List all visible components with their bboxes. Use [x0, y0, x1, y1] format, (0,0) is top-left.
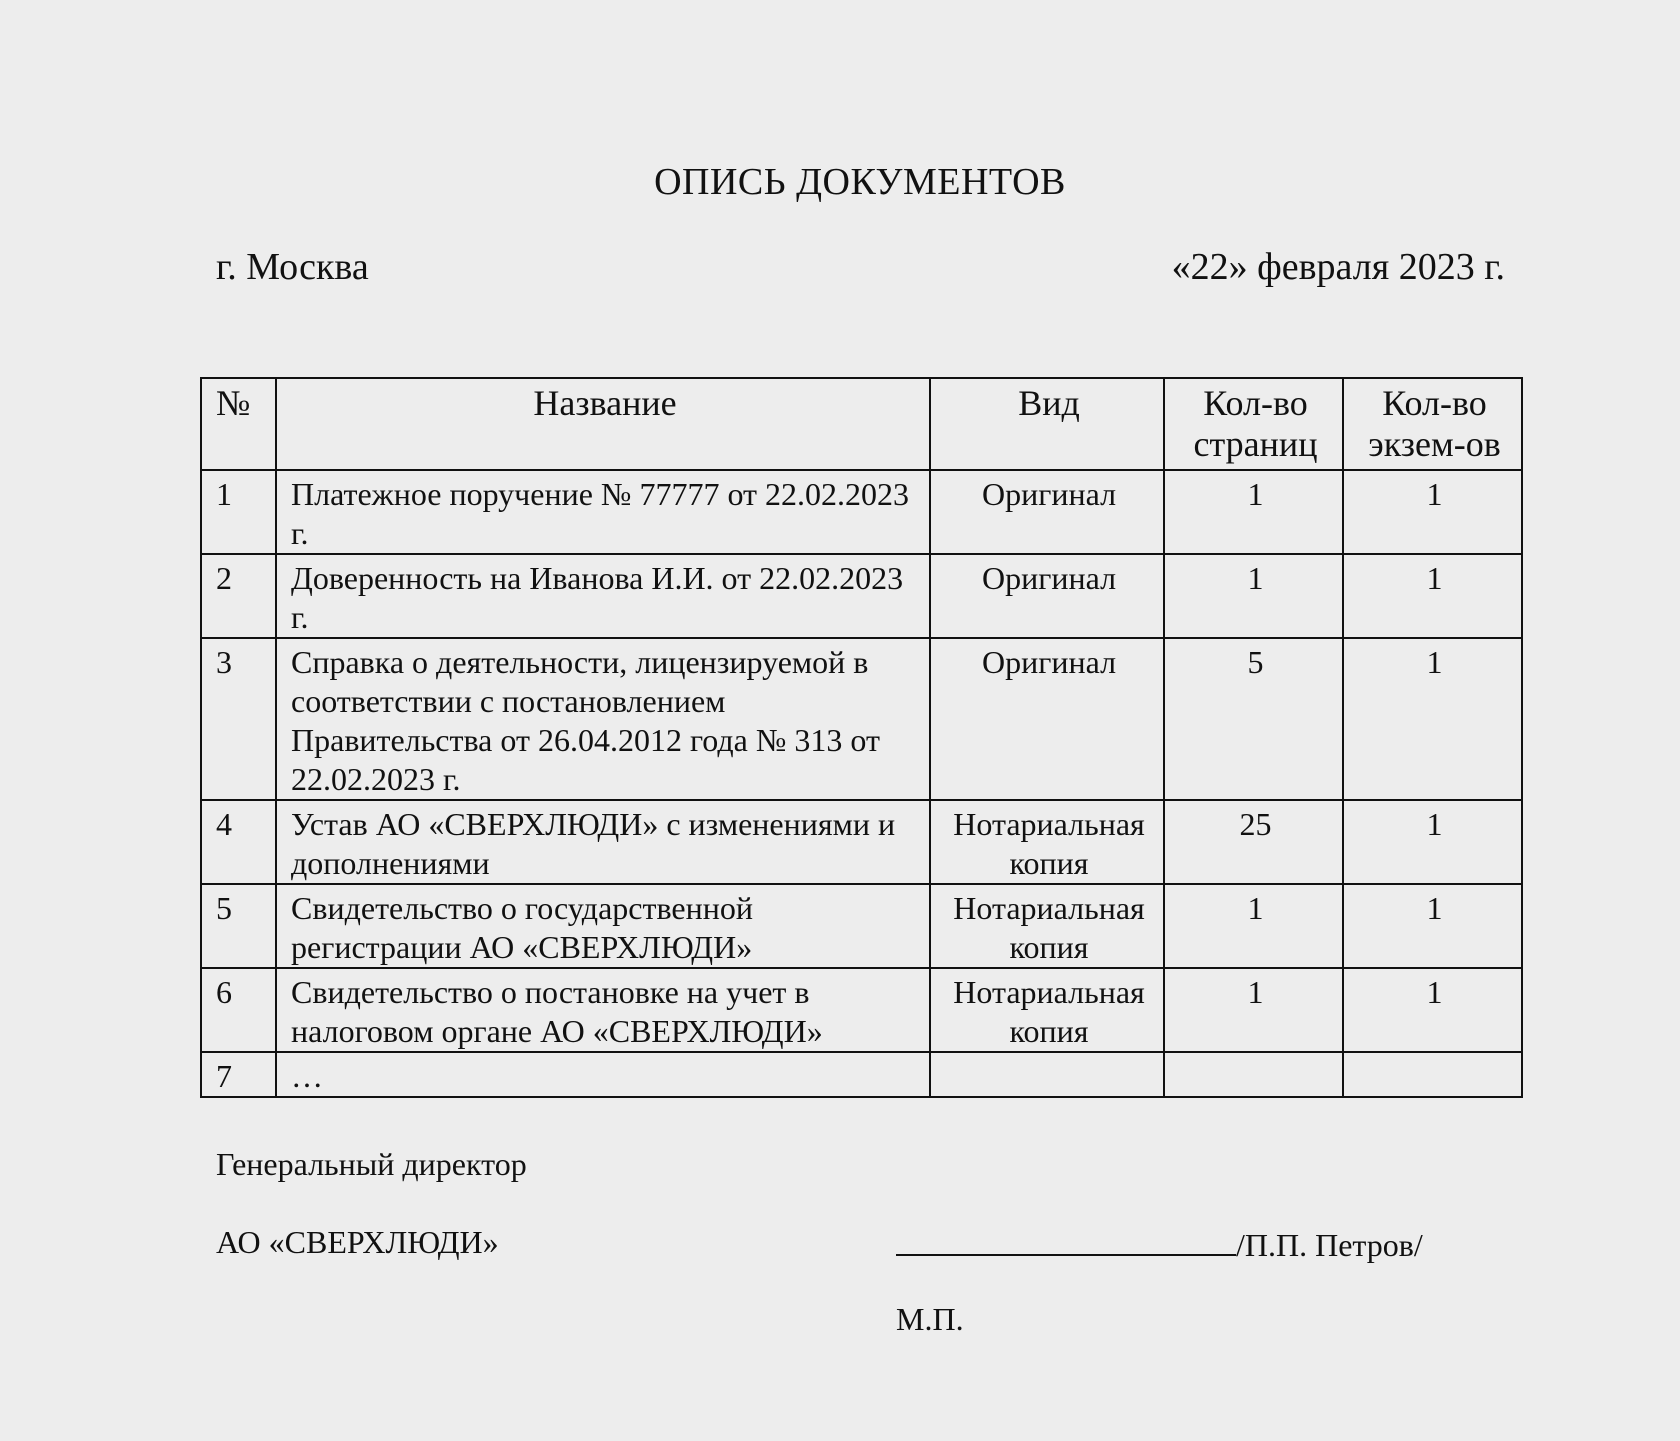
- row-kind: Оригинал: [930, 554, 1164, 638]
- row-kind: [930, 1052, 1164, 1097]
- table-header-row: [201, 378, 1522, 470]
- row-kind: Нотариальная копия: [930, 968, 1164, 1052]
- header-pages: Кол-во страниц: [1164, 378, 1343, 470]
- row-pages: 1: [1164, 968, 1343, 1052]
- row-name: Справка о деятельности, лицензируемой в соответствии с постановлением Правительства от 26.04.2012 года № 313 от 22.02.2023 г.: [276, 638, 930, 800]
- row-pages: [1164, 1052, 1343, 1097]
- documents-table: [200, 377, 1523, 1098]
- document-title: ОПИСЬ ДОКУМЕНТОВ: [654, 161, 1066, 203]
- table-row: [201, 800, 1522, 884]
- row-pages: 1: [1164, 470, 1343, 554]
- row-num: 3: [201, 638, 276, 800]
- table-row: [201, 1052, 1522, 1097]
- row-pages: 25: [1164, 800, 1343, 884]
- row-name: Свидетельство о государственной регистрации АО «СВЕРХЛЮДИ»: [276, 884, 930, 968]
- signature-line: [896, 1224, 1236, 1256]
- row-pages: 1: [1164, 884, 1343, 968]
- signer-name: /П.П. Петров/: [1236, 1227, 1423, 1263]
- table-row: [201, 968, 1522, 1052]
- table-row: [201, 638, 1522, 800]
- row-copies: 1: [1343, 554, 1522, 638]
- row-copies: 1: [1343, 800, 1522, 884]
- row-kind: Оригинал: [930, 638, 1164, 800]
- header-name: Название: [276, 378, 930, 470]
- table-row: [201, 554, 1522, 638]
- row-pages: 5: [1164, 638, 1343, 800]
- row-copies: 1: [1343, 638, 1522, 800]
- signer-company: АО «СВЕРХЛЮДИ»: [216, 1224, 499, 1260]
- row-kind: Нотариальная копия: [930, 884, 1164, 968]
- row-num: 6: [201, 968, 276, 1052]
- row-num: 2: [201, 554, 276, 638]
- stamp-place: М.П.: [896, 1301, 964, 1337]
- table-row: [201, 884, 1522, 968]
- row-copies: 1: [1343, 968, 1522, 1052]
- row-name: …: [276, 1052, 930, 1097]
- row-name: Устав АО «СВЕРХЛЮДИ» с изменениями и дополнениями: [276, 800, 930, 884]
- signature-block: [896, 1224, 1423, 1264]
- header-kind: Вид: [930, 378, 1164, 470]
- row-kind: Нотариальная копия: [930, 800, 1164, 884]
- row-copies: [1343, 1052, 1522, 1097]
- row-name: Доверенность на Иванова И.И. от 22.02.2023 г.: [276, 554, 930, 638]
- row-name: Свидетельство о постановке на учет в налоговом органе АО «СВЕРХЛЮДИ»: [276, 968, 930, 1052]
- row-pages: 1: [1164, 554, 1343, 638]
- row-num: 4: [201, 800, 276, 884]
- row-copies: 1: [1343, 470, 1522, 554]
- document-city: г. Москва: [216, 246, 369, 288]
- row-num: 7: [201, 1052, 276, 1097]
- document-date: «22» февраля 2023 г.: [1171, 246, 1505, 288]
- row-copies: 1: [1343, 884, 1522, 968]
- row-num: 1: [201, 470, 276, 554]
- table-row: [201, 470, 1522, 554]
- header-copies: Кол-во экзем-ов: [1343, 378, 1522, 470]
- row-name: Платежное поручение № 77777 от 22.02.2023 г.: [276, 470, 930, 554]
- row-kind: Оригинал: [930, 470, 1164, 554]
- row-num: 5: [201, 884, 276, 968]
- signer-position: Генеральный директор: [216, 1146, 527, 1182]
- header-num: №: [201, 378, 276, 470]
